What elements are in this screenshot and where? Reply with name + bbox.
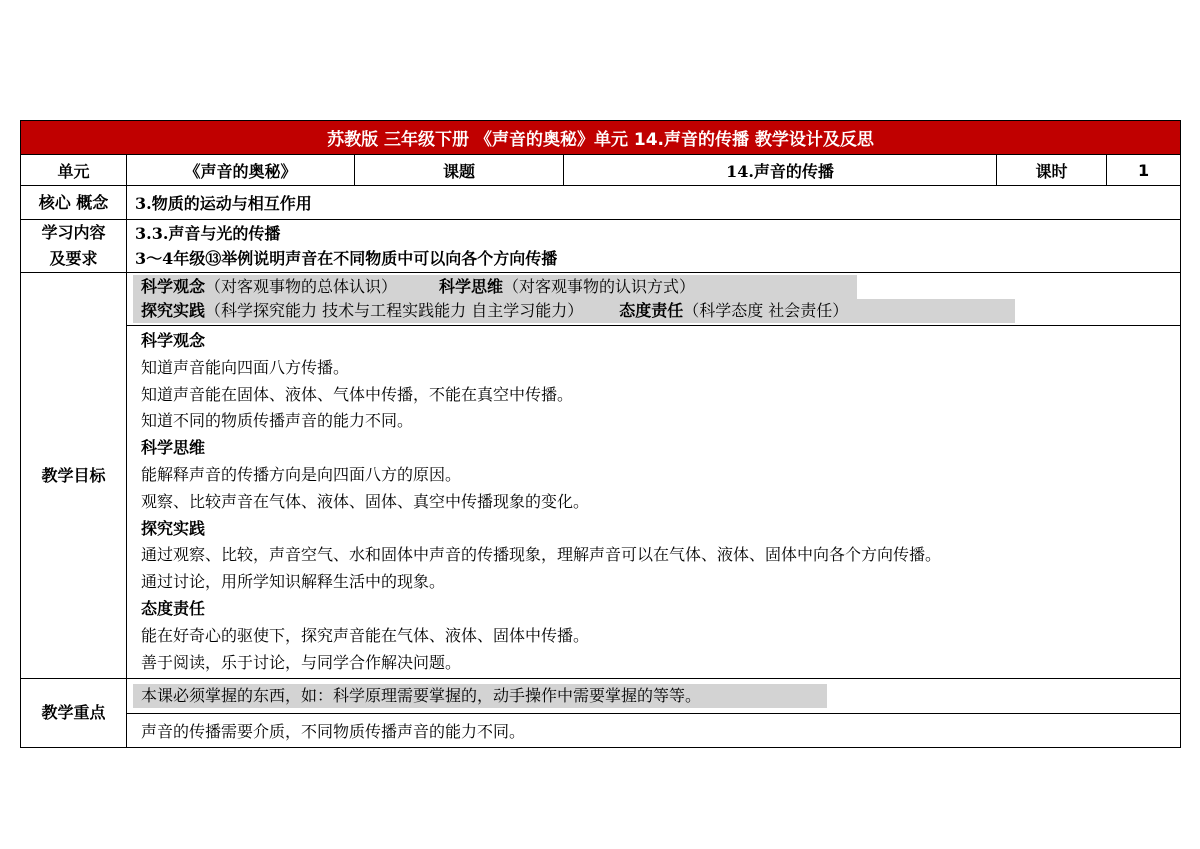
key-points-hint-row: [21, 679, 1181, 714]
sci-thinking-term: 科学思维: [439, 277, 504, 296]
title-row: [21, 121, 1181, 155]
period-value: 1: [1107, 155, 1181, 186]
literacy-row: [21, 273, 1181, 326]
objectives-label: 教学目标: [21, 273, 127, 679]
key-points-content-row: [21, 714, 1181, 748]
section-heading: 态度责任: [141, 598, 206, 618]
objective-item: 知道声音能在固体、液体、气体中传播，不能在真空中传播。: [141, 384, 574, 404]
core-concept-row: [21, 186, 1181, 220]
info-row: [21, 155, 1181, 186]
objectives-detail-row: [21, 326, 1181, 679]
objective-item: 知道不同的物质传播声音的能力不同。: [141, 411, 414, 431]
unit-label: 单元: [21, 155, 127, 186]
attitude-term: 态度责任: [619, 301, 684, 320]
sci-concept-desc: （对客观事物的总体认识）: [205, 277, 398, 296]
sci-concept-term: 科学观念: [141, 277, 206, 296]
objectives-detail: [127, 326, 1181, 679]
unit-value: 《声音的奥秘》: [127, 155, 355, 186]
inquiry-term: 探究实践: [141, 301, 206, 320]
objective-item: 能解释声音的传播方向是向四面八方的原因。: [141, 464, 462, 484]
requirements-label-line2: 及要求: [49, 249, 98, 268]
period-label: 课时: [997, 155, 1107, 186]
requirements-label-line1: 学习内容: [41, 223, 106, 242]
key-points-label: 教学重点: [21, 679, 127, 748]
section-heading: 探究实践: [141, 518, 206, 538]
topic-value: 14.声音的传播: [564, 155, 997, 186]
attitude-desc: （科学态度 社会责任）: [683, 301, 849, 320]
key-points-hint-cell: [127, 679, 1181, 714]
objective-item: 知道声音能向四面八方传播。: [141, 357, 350, 377]
requirements-row: [21, 220, 1181, 273]
requirements-line1: 3.3.声音与光的传播: [135, 224, 281, 243]
sci-thinking-desc: （对客观事物的认识方式）: [503, 277, 696, 296]
objective-item: 观察、比较声音在气体、液体、固体、真空中传播现象的变化。: [141, 491, 590, 511]
literacy-overview: [127, 273, 1181, 326]
core-concept-label: 核心 概念: [21, 186, 127, 220]
key-points-content: 声音的传播需要介质，不同物质传播声音的能力不同。: [127, 714, 1181, 748]
lesson-plan-table: [20, 120, 1181, 748]
key-points-hint: 本课必须掌握的东西，如：科学原理需要掌握的，动手操作中需要掌握的等等。: [133, 684, 827, 708]
requirements-label: [21, 220, 127, 273]
document-title: 苏教版 三年级下册 《声音的奥秘》单元 14.声音的传播 教学设计及反思: [21, 121, 1181, 155]
literacy-line2: [133, 299, 1015, 323]
inquiry-desc: （科学探究能力 技术与工程实践能力 自主学习能力）: [205, 301, 584, 320]
literacy-line1: [133, 275, 857, 299]
objective-item: 善于阅读，乐于讨论，与同学合作解决问题。: [141, 652, 462, 672]
topic-label: 课题: [355, 155, 564, 186]
requirements-content: [127, 220, 1181, 273]
section-heading: 科学观念: [141, 331, 206, 350]
objective-item: 能在好奇心的驱使下，探究声音能在气体、液体、固体中传播。: [141, 625, 590, 645]
section-heading: 科学思维: [141, 438, 206, 458]
objective-item: 通过观察、比较，声音空气、水和固体中声音的传播现象，理解声音可以在气体、液体、固体中向各个方向传播。: [141, 545, 942, 565]
objective-item: 通过讨论，用所学知识解释生活中的现象。: [141, 572, 446, 592]
requirements-line2: 3～4年级⑬举例说明声音在不同物质中可以向各个方向传播: [135, 249, 558, 268]
core-concept-value: 3.物质的运动与相互作用: [127, 186, 1181, 220]
